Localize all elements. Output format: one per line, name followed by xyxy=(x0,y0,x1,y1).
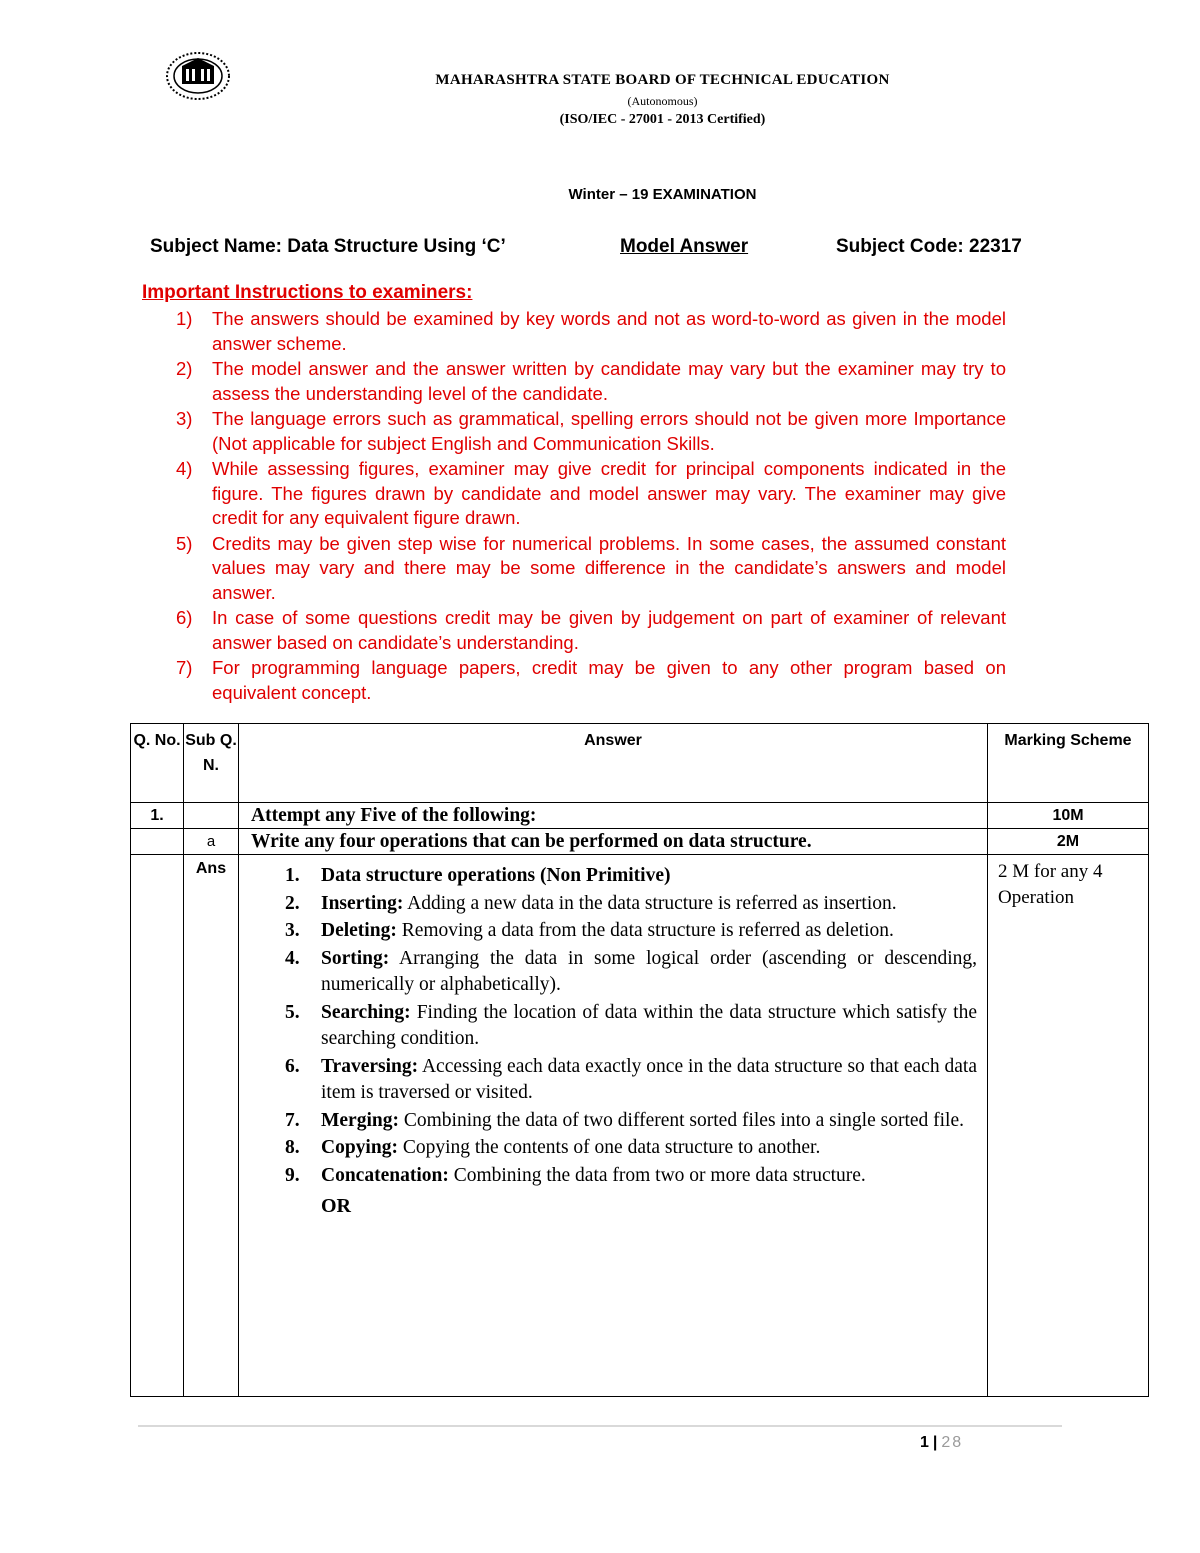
operation-desc: Adding a new data in the data structure is referred as insertion. xyxy=(403,892,897,914)
operation-term: Searching: xyxy=(321,1001,411,1023)
instruction-text: The answers should be examined by key words and not as word-to-word as given in the model answer scheme. xyxy=(212,308,1006,354)
answer-marking-scheme: 2 M for any 4 Operation xyxy=(988,855,1149,1397)
operation-desc: Accessing each data exactly once in the data structure so that each data item is traversed or visited. xyxy=(321,1055,977,1103)
operation-item xyxy=(285,1000,977,1053)
instruction-number: 2) xyxy=(176,358,193,379)
operation-number: 4. xyxy=(285,947,300,969)
empty-cell xyxy=(131,855,184,1397)
operation-number: 1. xyxy=(285,865,300,886)
operation-item xyxy=(285,1108,977,1135)
operation-number: 2. xyxy=(285,892,300,914)
operation-item xyxy=(285,918,977,945)
question-number: 1. xyxy=(131,803,184,829)
operation-number: 5. xyxy=(285,1001,300,1023)
empty-cell xyxy=(131,829,184,855)
page-number xyxy=(920,1434,963,1452)
operation-desc: Finding the location of data within the data structure which satisfy the searching condition. xyxy=(321,1001,977,1049)
question-marks: 10M xyxy=(988,803,1149,829)
instruction-item xyxy=(166,407,1006,456)
total-pages: 28 xyxy=(941,1434,964,1451)
instruction-number: 3) xyxy=(176,408,193,429)
instruction-text: Credits may be given step wise for numerical problems. In some cases, the assumed constant values may vary and there may be some difference in the candidate’s answers and model answer. xyxy=(212,532,1006,603)
operation-item xyxy=(285,946,977,999)
operation-desc: Removing a data from the data structure is referred as deletion. xyxy=(396,920,894,941)
operation-item xyxy=(285,1135,977,1162)
operation-item xyxy=(285,891,977,918)
iso-certification: (ISO/IEC - 27001 - 2013 Certified) xyxy=(559,112,766,127)
operation-term: Traversing: xyxy=(321,1055,419,1077)
operation-number: 3. xyxy=(285,920,300,941)
answer-cell xyxy=(239,855,988,1397)
or-label: OR xyxy=(321,1195,351,1217)
board-name: MAHARASHTRA STATE BOARD OF TECHNICAL EDUCATION xyxy=(435,72,890,88)
exam-title: Winter – 19 EXAMINATION xyxy=(568,186,757,203)
operation-desc: Combining the data of two different sorted files into a single sorted file. xyxy=(398,1109,964,1131)
operation-number: 6. xyxy=(285,1055,300,1077)
msbte-logo xyxy=(164,50,232,102)
autonomous-label: (Autonomous) xyxy=(627,94,698,108)
instruction-item xyxy=(166,532,1006,606)
operation-term: Data structure operations (Non Primitive) xyxy=(321,865,671,886)
operation-item xyxy=(285,1163,977,1190)
current-page: 1 xyxy=(920,1434,929,1451)
instruction-number: 5) xyxy=(176,532,193,554)
operation-term: Sorting: xyxy=(321,947,390,969)
answer-label: Ans xyxy=(184,855,239,1397)
instruction-text: The language errors such as grammatical, spelling errors should not be given more Importance (Not applicable for subject English and Communication Skills. xyxy=(212,408,1006,454)
sub-question-marks: 2M xyxy=(988,829,1149,855)
operation-term: Concatenation: xyxy=(321,1164,449,1186)
header-qno: Q. No. xyxy=(131,724,184,803)
subject-name: Subject Name: Data Structure Using ‘C’ xyxy=(150,236,506,257)
instructions-title: Important Instructions to examiners: xyxy=(142,282,473,303)
operation-item xyxy=(285,863,977,890)
instruction-number: 6) xyxy=(176,607,193,628)
instruction-item xyxy=(166,307,1006,356)
table-row xyxy=(131,829,1149,855)
header-answer: Answer xyxy=(239,724,988,803)
instruction-item xyxy=(166,606,1006,655)
instruction-item xyxy=(166,357,1006,406)
answer-table xyxy=(130,723,1149,1397)
operation-term: Merging: xyxy=(321,1109,399,1131)
question-text: Attempt any Five of the following: xyxy=(239,803,988,829)
operation-term: Deleting: xyxy=(321,920,397,941)
sub-question-text: Write any four operations that can be performed on data structure. xyxy=(239,829,988,855)
operations-list xyxy=(239,863,987,1189)
operation-term: Copying: xyxy=(321,1137,398,1158)
instruction-number: 1) xyxy=(176,308,193,329)
footer-divider xyxy=(138,1425,1062,1427)
operation-number: 9. xyxy=(285,1164,300,1186)
instruction-text: The model answer and the answer written by candidate may vary but the examiner may try to assess the understanding level of the candidate. xyxy=(212,358,1006,404)
subject-code: Subject Code: 22317 xyxy=(836,236,1022,257)
table-row xyxy=(131,803,1149,829)
sub-question-label: a xyxy=(184,829,239,855)
instruction-item xyxy=(166,656,1006,705)
operation-item xyxy=(285,1054,977,1107)
empty-cell xyxy=(184,803,239,829)
operation-number: 8. xyxy=(285,1137,300,1158)
operation-desc: Copying the contents of one data structure to another. xyxy=(397,1137,821,1158)
operation-desc: Combining the data from two or more data structure. xyxy=(448,1164,866,1186)
model-answer-label: Model Answer xyxy=(620,236,749,257)
instruction-text: While assessing figures, examiner may give credit for principal components indicated in the figure. The figures drawn by candidate and model answer may vary. The examiner may give credit for any equivalent figure drawn. xyxy=(212,458,1006,528)
instruction-number: 4) xyxy=(176,458,193,479)
instruction-text: For programming language papers, credit may be given to any other program based on equivalent concept. xyxy=(212,657,1006,703)
header-subq: Sub Q. N. xyxy=(184,724,239,803)
instruction-item xyxy=(166,457,1006,531)
page-separator: | xyxy=(932,1434,938,1451)
operation-desc: Arranging the data in some logical order (ascending or descending, numerically or alphabetically). xyxy=(321,947,977,995)
operation-term: Inserting: xyxy=(321,892,404,914)
instruction-number: 7) xyxy=(176,657,193,678)
table-header-row xyxy=(131,724,1149,803)
instruction-text: In case of some questions credit may be given by judgement on part of examiner of relevant answer based on candidate’s understanding. xyxy=(212,607,1006,653)
operation-number: 7. xyxy=(285,1109,300,1131)
instructions-list xyxy=(166,307,1006,706)
table-row xyxy=(131,855,1149,1397)
header-marking: Marking Scheme xyxy=(988,724,1149,803)
